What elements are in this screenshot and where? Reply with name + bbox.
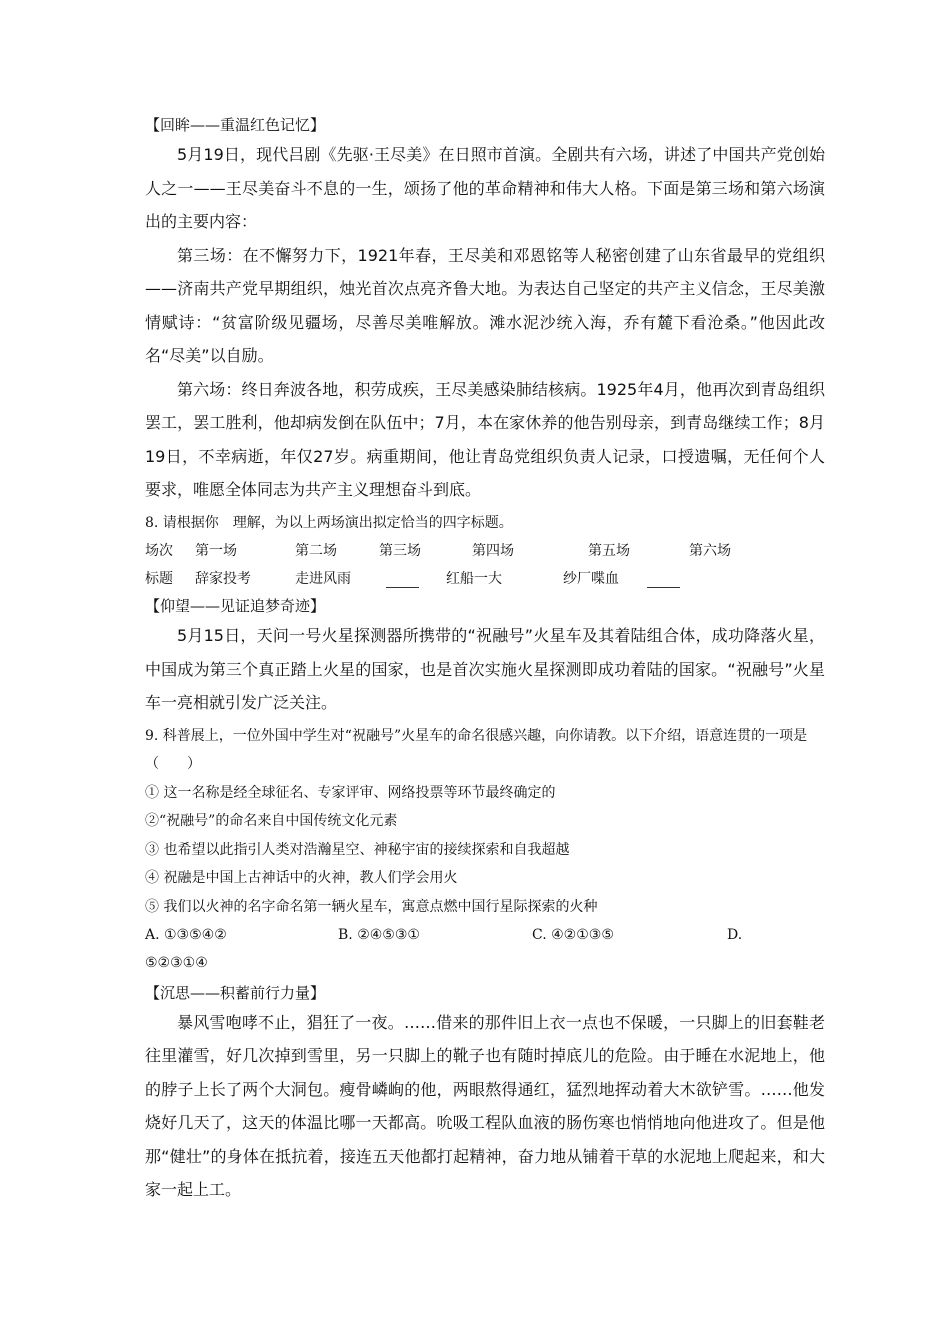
table-cell: 第五场 bbox=[588, 543, 630, 559]
q9-item-2: ②“祝融号”的命名来自中国传统文化元素 bbox=[145, 813, 398, 829]
question-8-prompt: 8. 请根据你 理解，为以上两场演出拟定恰当的四字标题。 bbox=[145, 514, 513, 531]
table-cell: 第二场 bbox=[295, 543, 337, 559]
q9-item-3: ③ 也希望以此指引人类对浩瀚星空、神秘宇宙的接续探索和自我超越 bbox=[145, 841, 570, 858]
answer-blank-scene-six[interactable] bbox=[647, 565, 680, 588]
table-cell: 场次 bbox=[145, 543, 173, 559]
scene-three-paragraph: 第三场：在不懈努力下，1921年春，王尽美和邓恩铭等人秘密创建了山东省最早的党组织——济南共产党早期组织，烛光首次点亮齐鲁大地。为表达自己坚定的共产主义信念，王尽美激情赋诗：“贫富阶级见疆场，尽善尽美唯解放。滩水泥沙统入海，乔有麓下看沧桑。”他因此改名“尽美”以自励。 bbox=[145, 245, 825, 365]
q9-item-4: ④ 祝融是中国上古神话中的火神，教人们学会用火 bbox=[145, 870, 458, 886]
scene-six-paragraph: 第六场：终日奔波各地，积劳成疾，王尽美感染肺结核病。1925年4月，他再次到青岛组织罢工，罢工胜利，他却病发倒在队伍中；7月，本在家休养的他告别母亲，到青岛继续工作；8月19日，不幸病逝，年仅27岁。病重期间，他让青岛党组织负责人记录，口授遗嘱，无任何个人要求，唯愿全体同志为共产主义理想奋斗到底。 bbox=[145, 379, 825, 499]
table-cell: 走进风雨 bbox=[295, 571, 351, 587]
intro-paragraph: 5月19日，现代吕剧《先驱·王尽美》在日照市首演。全剧共有六场，讲述了中国共产党创始人之一——王尽美奋斗不息的一生，颂扬了他的革命精神和伟大人格。下面是第三场和第六场演出的主要内容： bbox=[145, 145, 825, 231]
question-9-prompt: 9. 科普展上，一位外国中学生对“祝融号”火星车的命名很感兴趣，向你请教。以下介绍，语意连贯的一项是（ ） bbox=[145, 727, 808, 772]
q9-options-row bbox=[145, 921, 825, 949]
section-heading-reflect: 【沉思——积蓄前行力量】 bbox=[145, 983, 326, 1002]
option-c[interactable]: C. ④②①③⑤ bbox=[532, 927, 614, 943]
option-a[interactable]: A. ①③⑤④② bbox=[145, 927, 227, 943]
table-cell: 第一场 bbox=[195, 543, 237, 559]
section-heading-look-up: 【仰望——见证追梦奇迹】 bbox=[145, 597, 326, 615]
scene-table-header-row bbox=[145, 537, 825, 565]
table-cell: 标题 bbox=[145, 571, 173, 587]
table-cell: 纱厂喋血 bbox=[563, 571, 619, 587]
scene-table-title-row bbox=[145, 565, 825, 593]
table-cell: 第四场 bbox=[472, 543, 514, 559]
section-heading-review: 【回眸——重温红色记忆】 bbox=[145, 116, 326, 134]
table-cell: 第三场 bbox=[379, 543, 421, 559]
q9-item-5: ⑤ 我们以火神的名字命名第一辆火星车，寓意点燃中国行星际探索的火种 bbox=[145, 898, 598, 915]
option-b[interactable]: B. ②④⑤③① bbox=[338, 927, 420, 943]
answer-blank-scene-three[interactable] bbox=[386, 565, 419, 588]
option-d-answer[interactable]: ⑤②③①④ bbox=[145, 955, 208, 971]
document-page bbox=[145, 112, 825, 1207]
mars-rover-paragraph: 5月15日，天问一号火星探测器所携带的“祝融号”火星车及其着陆组合体，成功降落火星，中国成为第三个真正踏上火星的国家，也是首次实施火星探测即成功着陆的国家。“祝融号”火星车一亮相就引发广泛关注。 bbox=[145, 626, 825, 712]
option-d[interactable]: D. bbox=[727, 927, 743, 943]
table-cell: 辞家投考 bbox=[195, 571, 251, 587]
q9-item-1: ① 这一名称是经全球征名、专家评审、网络投票等环节最终确定的 bbox=[145, 784, 556, 801]
snowstorm-paragraph: 暴风雪咆哮不止，猖狂了一夜。……借来的那件旧上衣一点也不保暖，一只脚上的旧套鞋老往里灌雪，好几次掉到雪里，另一只脚上的靴子也有随时掉底儿的危险。由于睡在水泥地上，他的脖子上长了两个大洞包。瘦骨嶙峋的他，两眼熬得通红，猛烈地挥动着大木欲铲雪。……他发烧好几天了，这天的体温比哪一天都高。吮吸工程队血液的肠伤寒也悄悄地向他进攻了。但是他那“健壮”的身体在抵抗着，接连五天他都打起精神，奋力地从铺着干草的水泥地上爬起来，和大家一起上工。 bbox=[145, 1012, 825, 1199]
table-cell: 第六场 bbox=[689, 543, 731, 559]
table-cell: 红船一大 bbox=[446, 571, 502, 587]
